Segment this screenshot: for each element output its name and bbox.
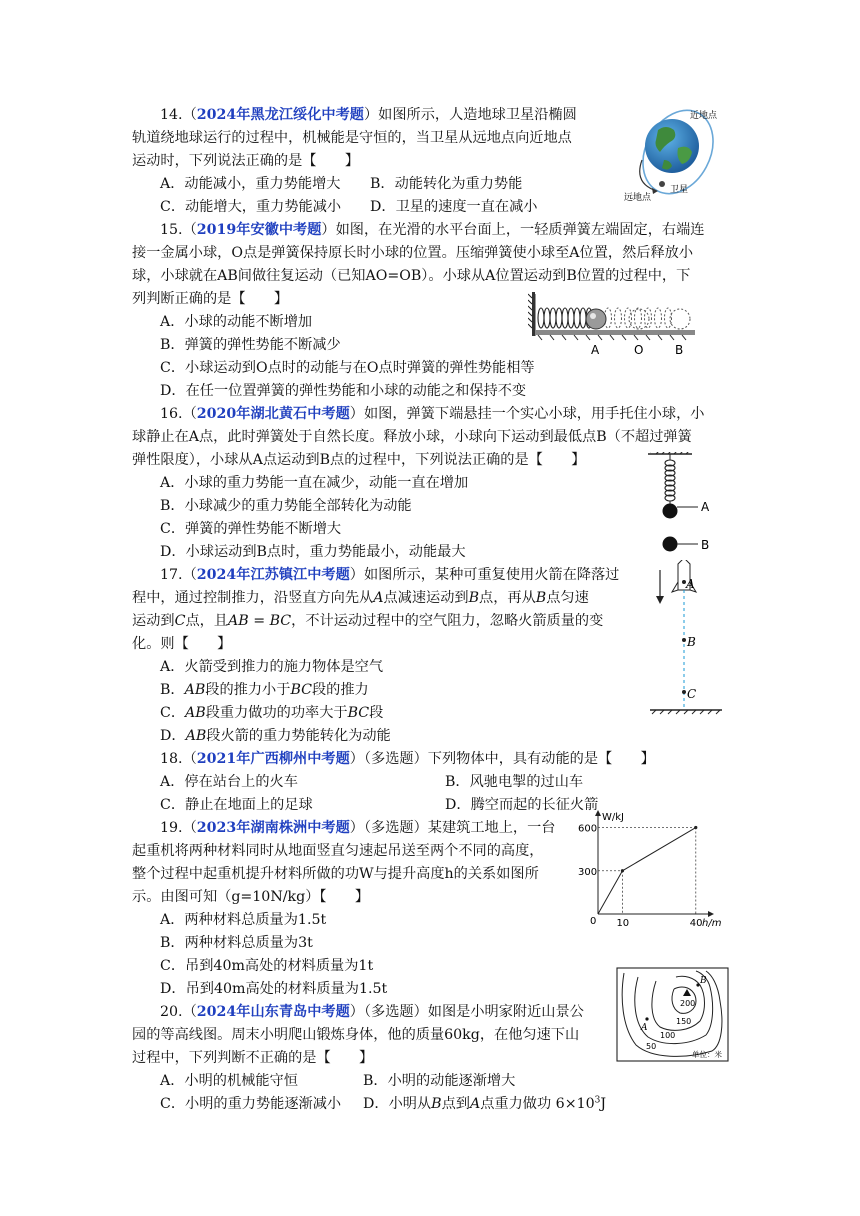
unit-label: 单位：米 [692, 1050, 722, 1059]
q19-stem-line3: 整个过程中起重机提升材料所做的功W与提升高度h的关系如图所 [132, 866, 539, 882]
q20-option-c: C．小明的重力势能逐渐减小 [160, 1096, 342, 1112]
q14-option-d: D．卫星的速度一直在减小 [370, 199, 538, 215]
ball-a-icon [663, 504, 678, 519]
q20-option-b: B．小明的动能逐渐增大 [363, 1073, 516, 1089]
label-b: B [701, 538, 710, 552]
y-axis-label: W/kJ [602, 812, 624, 823]
satellite-icon [659, 181, 665, 187]
q16-stem-line3: 弹性限度），小球从A点运动到B点的过程中，下列说法正确的是【 】 [132, 452, 586, 468]
q16-option-a: A．小球的重力势能一直在减少，动能一直在增加 [160, 475, 469, 491]
q17-stem-line3: 运动到C点，且AB = BC，不计运动过程中的空气阻力，忽略火箭质量的变 [132, 613, 604, 629]
q20-option-d: D．小明从B点到A点重力做功 $6\times 10^3J$ [363, 1095, 607, 1112]
q16-stem-line1: 16.（2020年湖北黄石中考题）如图，弹簧下端悬挂一个实心小球，用手托住小球，小 [160, 406, 705, 422]
q15-option-c: C．小球运动到O点时的动能与在O点时弹簧的弹性势能相等 [160, 360, 535, 376]
q19-stem-line1: 19.（2023年湖南株洲中考题）（多选题）某建筑工地上，一台 [160, 820, 556, 836]
q17-option-c: C．AB段重力做功的功率大于BC段 [160, 705, 384, 721]
spring-coil [538, 308, 592, 328]
q19-option-c: C．吊到40m高处的材料质量为1t [160, 958, 374, 974]
q15-option-d: D．在任一位置弹簧的弹性势能和小球的动能之和保持不变 [160, 383, 527, 399]
label-a: A [641, 1023, 648, 1033]
q16-stem-line2: 球静止在A点，此时弹簧处于自然长度。释放小球，小球向下运动到最低点B（不超过弹簧 [132, 429, 692, 445]
q15-stem-line3: 球，小球就在AB间做往复运动（已知AO=OB）。小球从A位置运动到B位置的过程中，下 [132, 268, 691, 284]
q14-stem-line1: 14.（2024年黑龙江绥化中考题）如图所示，人造地球卫星沿椭圆 [160, 107, 577, 123]
q15-option-b: B．弹簧的弹性势能不断减少 [160, 337, 341, 353]
contour-100: 100 [660, 1031, 676, 1040]
ball-b-icon [663, 537, 678, 552]
q17-source: 2024年江苏镇江中考题 [196, 567, 350, 583]
satellite-label: 卫星 [670, 185, 689, 195]
q16-hanging-spring-figure [640, 452, 720, 556]
y-tick-label: 300 [578, 866, 598, 878]
q17-option-d: D．AB段火箭的重力势能转化为动能 [160, 728, 391, 744]
q19-source: 2023年湖南株洲中考题 [196, 820, 350, 836]
label-a: A [686, 577, 695, 591]
q17-option-b: B．AB段的推力小于BC段的推力 [160, 682, 369, 698]
label-b: B [675, 343, 684, 357]
data-point [621, 869, 624, 872]
label-b: B [687, 635, 696, 649]
q16-option-b: B．小球减少的重力势能全部转化为动能 [160, 498, 412, 514]
spring-ghost-coil [605, 308, 672, 328]
q16-option-d: D．小球运动到B点时，重力势能最小，动能最大 [160, 544, 466, 560]
q15-stem-line2: 接一金属小球，O点是弹簧保持原长时小球的位置。压缩弹簧使小球至A位置，然后释放小 [132, 245, 694, 261]
q14-source: 2024年黑龙江绥化中考题 [196, 107, 364, 123]
perigee-label: 近地点 [690, 111, 718, 121]
contour-200: 200 [680, 999, 696, 1008]
ball-icon [586, 309, 606, 329]
x-axis-label: h/m [702, 918, 722, 928]
q17-rocket-figure [648, 560, 728, 720]
q17-stem-line1: 17.（2024年江苏镇江中考题）如图所示，某种可重复使用火箭在降落过 [160, 567, 620, 583]
q14-option-b: B．动能转化为重力势能 [370, 176, 523, 192]
q19-option-a: A．两种材料总质量为1.5t [160, 912, 327, 928]
data-point [694, 826, 697, 829]
q14-stem-line2: 轨道绕地球运行的过程中，机械能是守恒的，当卫星从远地点向近地点 [132, 130, 572, 146]
q18-option-d: D．腾空而起的长征火箭 [445, 797, 599, 813]
q15-source: 2019年安徽中考题 [196, 222, 322, 238]
label-a: A [591, 343, 600, 357]
apogee-label: 远地点 [624, 193, 652, 203]
q14-option-a: A．动能减小，重力势能增大 [160, 176, 341, 192]
q19-option-d: D．吊到40m高处的材料质量为1.5t [160, 981, 388, 997]
q14-satellite-figure [620, 100, 735, 205]
q15-spring-figure [528, 292, 700, 360]
q18-option-b: B．风驰电掣的过山车 [445, 774, 584, 790]
spring-coil [665, 460, 675, 501]
x-tick-label: 10 [616, 918, 630, 928]
q20-source: 2024年山东青岛中考题 [196, 1004, 350, 1020]
contour-50: 50 [646, 1042, 657, 1051]
q16-option-c: C．弹簧的弹性势能不断增大 [160, 521, 342, 537]
q20-option-a: A．小明的机械能守恒 [160, 1073, 298, 1089]
earth-icon [645, 119, 699, 173]
q14-stem-line3: 运动时，下列说法正确的是【 】 [132, 153, 360, 169]
y-axis-arrow-icon [595, 810, 601, 816]
q14-option-c: C．动能增大，重力势能减小 [160, 199, 342, 215]
q18-option-a: A．停在站台上的火车 [160, 774, 298, 790]
q18-option-c: C．静止在地面上的足球 [160, 797, 313, 813]
q17-option-a: A．火箭受到推力的施力物体是空气 [160, 659, 384, 675]
q16-source: 2020年湖北黄石中考题 [196, 406, 350, 422]
q19-work-height-chart [578, 808, 726, 928]
contour-150: 150 [676, 1017, 692, 1026]
y-tick-label: 600 [578, 823, 598, 835]
q20-stem-line2: 园的等高线图。周末小明爬山锻炼身体，他的质量60kg，在他匀速下山 [132, 1027, 580, 1043]
q18-stem: 18.（2021年广西柳州中考题）（多选题）下列物体中，具有动能的是【 】 [160, 751, 655, 767]
label-c: C [687, 687, 697, 701]
q19-stem-line2: 起重机将两种材料同时从地面竖直匀速起吊送至两个不同的高度， [132, 843, 544, 859]
q20-contour-map [616, 967, 730, 1063]
q15-stem-line1: 15.（2019年安徽中考题）如图，在光滑的水平台面上，一轻质弹簧左端固定，右端连 [160, 222, 705, 238]
q18-source: 2021年广西柳州中考题 [196, 751, 350, 767]
q19-option-b: B．两种材料总质量为3t [160, 935, 313, 951]
q20-stem-line1: 20.（2024年山东青岛中考题）（多选题）如图是小明家附近山景公 [160, 1004, 584, 1020]
label-a: A [701, 500, 710, 514]
label-o: O [634, 343, 644, 357]
series-line [598, 828, 696, 914]
label-b: B [700, 976, 707, 986]
x-tick-label: 40 [689, 918, 703, 928]
q19-stem-line4: 示。由图可知（g=10N/kg）【 】 [132, 889, 370, 905]
q17-stem-line2: 程中，通过控制推力，沿竖直方向先从A点减速运动到B点，再从B点匀速 [132, 590, 589, 606]
q17-stem-line4: 化。则【 】 [132, 636, 232, 652]
x-axis-arrow-icon [708, 911, 714, 917]
q15-option-a: A．小球的动能不断增加 [160, 314, 313, 330]
q20-stem-line3: 过程中，下列判断不正确的是【 】 [132, 1050, 374, 1066]
q15-stem-line4: 列判断正确的是【 】 [132, 291, 289, 307]
origin-label: 0 [590, 916, 597, 927]
